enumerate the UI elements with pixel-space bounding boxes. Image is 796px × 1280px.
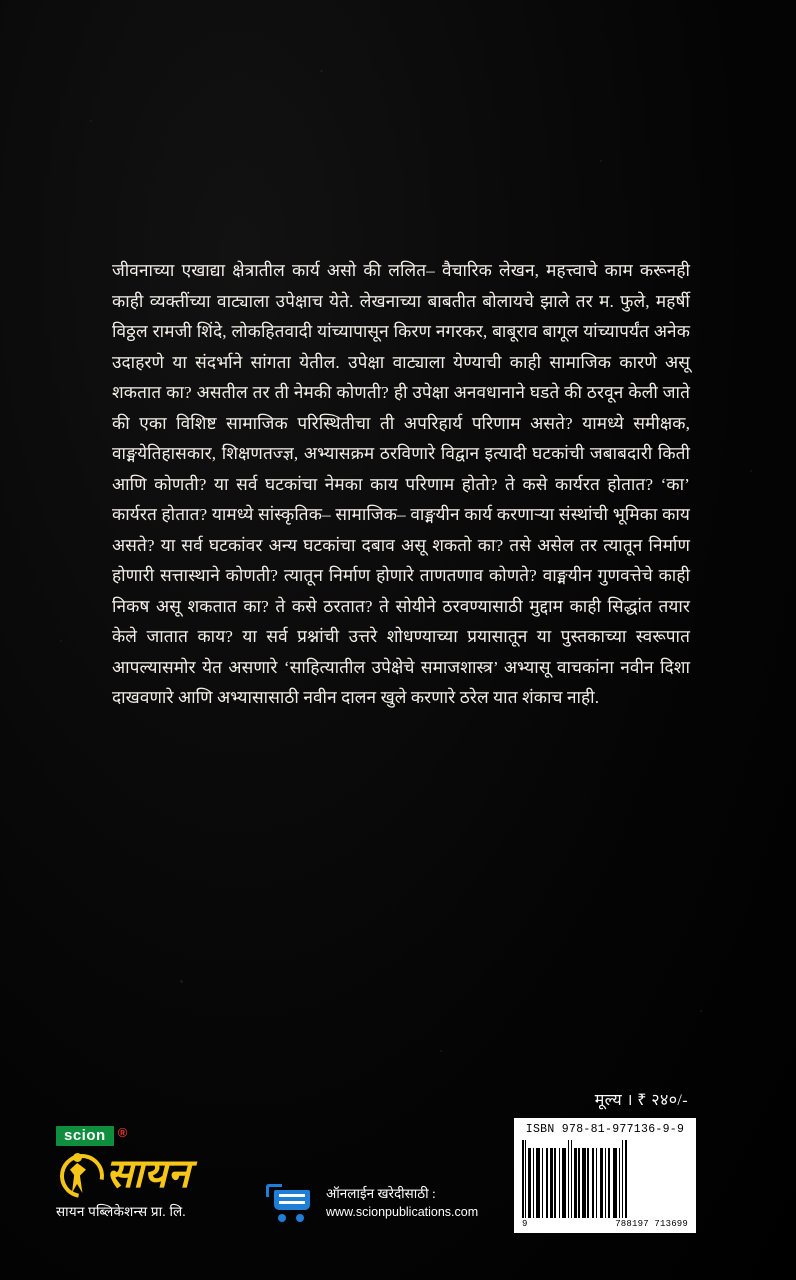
barcode-digits-left: 9: [522, 1219, 528, 1229]
scion-logo: [56, 1148, 246, 1200]
isbn-barcode-block: [514, 1118, 696, 1233]
texture-speck: [600, 160, 602, 162]
price-label: मूल्य । ₹ २४०/-: [594, 1092, 688, 1109]
barcode-digits: [520, 1218, 690, 1229]
shopping-cart-icon: [266, 1182, 316, 1224]
texture-speck: [320, 70, 323, 72]
publisher-logo-block: [56, 1126, 246, 1220]
texture-speck: [700, 1010, 702, 1012]
scion-wordmark: scion: [56, 1126, 114, 1146]
barcode-bars: [520, 1140, 690, 1218]
publisher-name-devanagari: सायन: [106, 1151, 191, 1196]
online-purchase-block: [266, 1182, 478, 1224]
publisher-full-name: सायन पब्लिकेशन्स प्रा. लि.: [56, 1204, 186, 1219]
texture-speck: [60, 640, 62, 642]
scion-badge-row: [56, 1126, 246, 1146]
texture-speck: [440, 1050, 442, 1052]
back-cover-blurb: जीवनाच्या एखाद्या क्षेत्रातील कार्य असो की ललित– वैचारिक लेखन, महत्त्वाचे काम करूनही काही व्यक्तींच्या वाट्याला उपेक्षाच येते. लेखनाच्या बाबतीत बोलायचे झाले तर म. फुले, महर्षी विठ्ठल रामजी शिंदे, लोकहितवादी यांच्यापासून किरण नगरकर, बाबूराव बागूल यांच्यापर्यंत अनेक उदाहरणे या संदर्भाने सांगता येतील. उपेक्षा वाट्याला येण्याची काही सामाजिक कारणे असू शकतात का? असतील तर ती नेमकी कोणती? ही उपेक्षा अनवधानाने घडते की ठरवून केली जाते की एका विशिष्ट सामाजिक परिस्थितीचा ती अपरिहार्य परिणाम असते? यामध्ये समीक्षक, वाङ्मयेतिहासकार, शिक्षणतज्ज्ञ, अभ्यासक्रम ठरविणारे विद्वान इत्यादी घटकांची जबाबदारी किती आणि कोणती? या सर्व घटकांचा नेमका काय परिणाम होतो? ते कसे कार्यरत होतात? ‘का’ कार्यरत होतात? यामध्ये सांस्कृतिक– सामाजिक– वाङ्मयीन कार्य करणाऱ्या संस्थांची भूमिका काय असते? या सर्व घटकांवर अन्य घटकांचा दबाव असू शकतो का? तसे असेल तर त्यातून निर्माण होणारी सत्तास्थाने कोणती? त्यातून निर्माण होणारे ताणतणाव कोणते? वाङ्मयीन गुणवत्तेचे काही निकष असू शकतात का? ते कसे ठरतात? ते सोयीने ठरवण्यासाठी मुद्दाम काही सिद्धांत तयार केले जातात काय? या सर्व प्रश्नांची उत्तरे शोधण्याच्या प्रयासातून या पुस्तकाच्या स्वरूपात आपल्यासमोर येत असणारे ‘साहित्यातील उपेक्षेचे समाजशास्त्र’ अभ्यासू वाचकांना नवीन दिशा दाखवणारे आणि अभ्यासासाठी नवीन दालन खुले करणारे ठरेल यात शंकाच नाही.: [112, 261, 691, 707]
publisher-website-link[interactable]: www.scionpublications.com: [326, 1205, 479, 1219]
online-purchase-label: ऑनलाईन खरेदीसाठी :: [326, 1186, 436, 1201]
isbn-number: ISBN 978-81-977136-9-9: [525, 1123, 685, 1136]
texture-speck: [90, 120, 92, 122]
swoosh-figure-icon: [56, 1148, 102, 1200]
barcode-digits-right: 788197 713699: [615, 1219, 688, 1229]
online-purchase-text: [326, 1184, 478, 1222]
texture-speck: [750, 470, 752, 472]
texture-speck: [180, 980, 183, 983]
registered-trademark-icon: ®: [117, 1124, 128, 1140]
